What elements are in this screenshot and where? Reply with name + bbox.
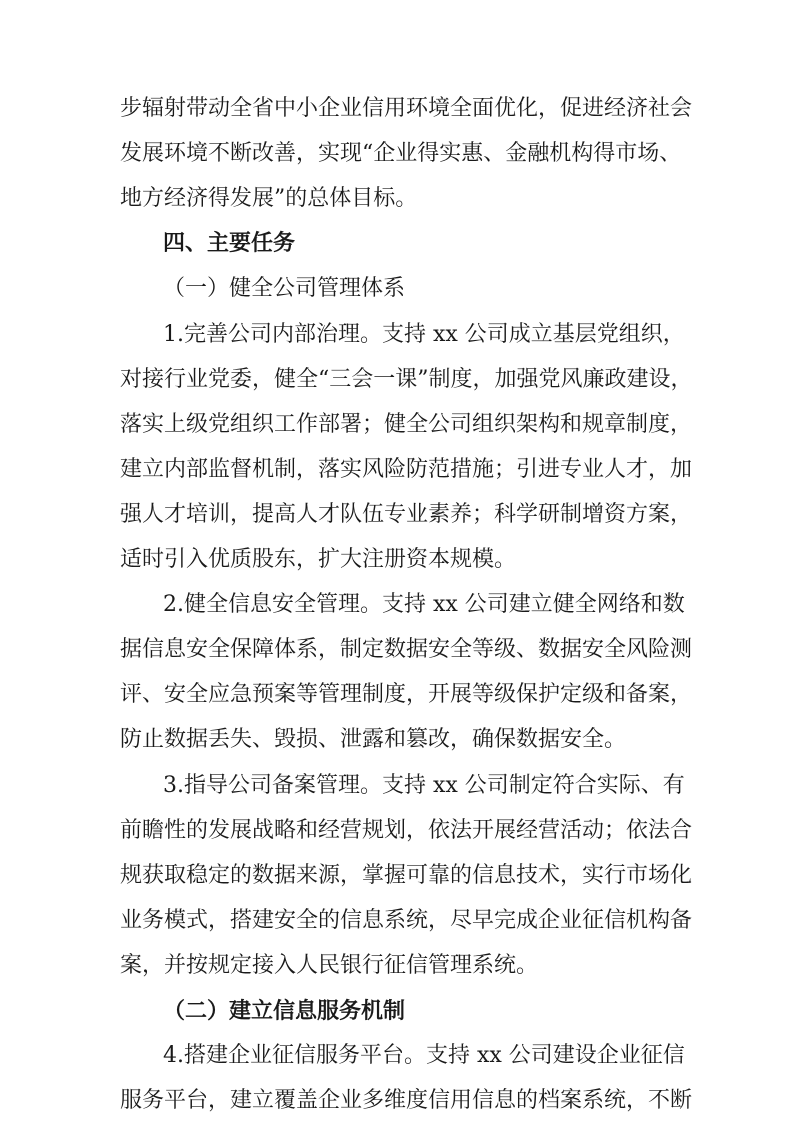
paragraph-line: 业务模式，搭建安全的信息系统，尽早完成企业征信机构备 — [120, 908, 693, 933]
section-heading: 四、主要任务 — [163, 231, 296, 256]
paragraph-line: 步辐射带动全省中小企业信用环境全面优化，促进经济社会 — [120, 96, 693, 121]
paragraph-line: 适时引入优质股东，扩大注册资本规模。 — [120, 547, 517, 572]
paragraph-line: 评、安全应急预案等管理制度，开展等级保护定级和备案， — [120, 682, 693, 707]
paragraph-line: 对接行业党委，健全“三会一课”制度，加强党风廉政建设， — [120, 367, 693, 392]
paragraph-line: 前瞻性的发展战略和经营规划，依法开展经营活动；依法合 — [120, 818, 693, 843]
subsection-heading: （一）健全公司管理体系 — [163, 276, 406, 301]
paragraph-line: 4.搭建企业征信服务平台。支持 xx 公司建设企业征信 — [163, 1043, 685, 1068]
paragraph-line: 服务平台，建立覆盖企业多维度信用信息的档案系统，不断 — [120, 1088, 693, 1113]
paragraph-line: 据信息安全保障体系，制定数据安全等级、数据安全风险测 — [120, 637, 693, 662]
paragraph-line: 2.健全信息安全管理。支持 xx 公司建立健全网络和数 — [163, 592, 685, 617]
paragraph-line: 建立内部监督机制，落实风险防范措施；引进专业人才，加 — [120, 457, 693, 482]
paragraph-line: 3.指导公司备案管理。支持 xx 公司制定符合实际、有 — [163, 773, 685, 798]
subsection-heading: （二）建立信息服务机制 — [163, 998, 406, 1024]
paragraph-line: 防止数据丢失、毁损、泄露和篡改，确保数据安全。 — [120, 727, 627, 752]
paragraph-line: 落实上级党组织工作部署；健全公司组织架构和规章制度， — [120, 412, 693, 437]
paragraph-line: 发展环境不断改善，实现“企业得实惠、金融机构得市场、 — [120, 141, 682, 166]
paragraph-line: 案，并按规定接入人民银行征信管理系统。 — [120, 953, 539, 978]
paragraph-line: 1.完善公司内部治理。支持 xx 公司成立基层党组织， — [163, 322, 685, 347]
paragraph-line: 地方经济得发展”的总体目标。 — [120, 186, 418, 211]
paragraph-line: 强人才培训，提高人才队伍专业素养；科学研制增资方案， — [120, 502, 693, 527]
paragraph-line: 规获取稳定的数据来源，掌握可靠的信息技术，实行市场化 — [120, 863, 693, 888]
